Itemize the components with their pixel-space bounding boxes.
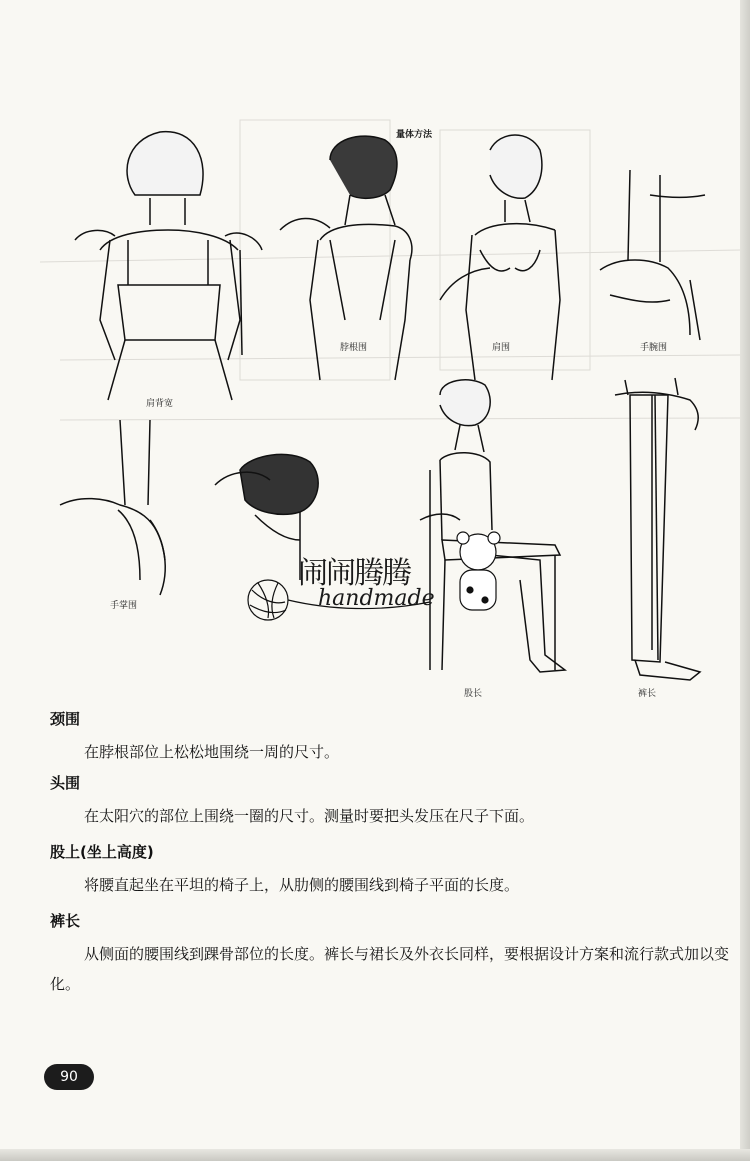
section-term: 股上(坐上高度) [50,843,154,861]
section-head-girth [50,772,740,831]
section-description: 将腰直起坐在平坦的椅子上，从肋侧的腰围线到椅子平面的长度。 [84,876,520,894]
section-description: 从侧面的腰围线到踝骨部位的长度。裤长与裙长及外衣长同样，要根据设计方案和流行款式加以变化。 [50,945,730,993]
watermark-english: handmade [318,586,435,611]
caption-palm: 手掌围 [110,601,138,611]
watermark-chinese: 闹闹腾腾 [298,556,410,591]
section-term: 裤长 [50,912,81,930]
caption-wrist: 手腕围 [640,343,668,353]
section-term: 头围 [50,774,81,792]
caption-shoulder-girth: 肩围 [492,343,511,353]
figure-wrist [600,170,705,340]
section-term: 颈围 [50,710,81,728]
caption-trouser-length: 裤长 [638,689,657,699]
page-bottom-edge [0,1149,750,1161]
figure-palm [60,420,165,595]
section-description: 在太阳穴的部位上围绕一圈的尺寸。测量时要把头发压在尺子下面。 [84,807,535,825]
section-trouser-length [50,910,740,999]
caption-crotch: 股长 [464,689,483,699]
figure-title: 量体方法 [396,130,433,140]
figure-trousers [615,378,700,680]
figure-crotch [420,380,565,672]
section-description: 在脖根部位上松松地围绕一周的尺寸。 [84,743,340,761]
page-spine [740,0,750,1161]
section-neck-girth [50,708,740,767]
caption-shoulder-width: 肩背宽 [146,399,174,409]
section-crotch-depth [50,841,740,900]
bear-icon [457,532,500,610]
page-number: 90 [44,1064,94,1090]
caption-neck-root: 脖根围 [340,343,368,353]
